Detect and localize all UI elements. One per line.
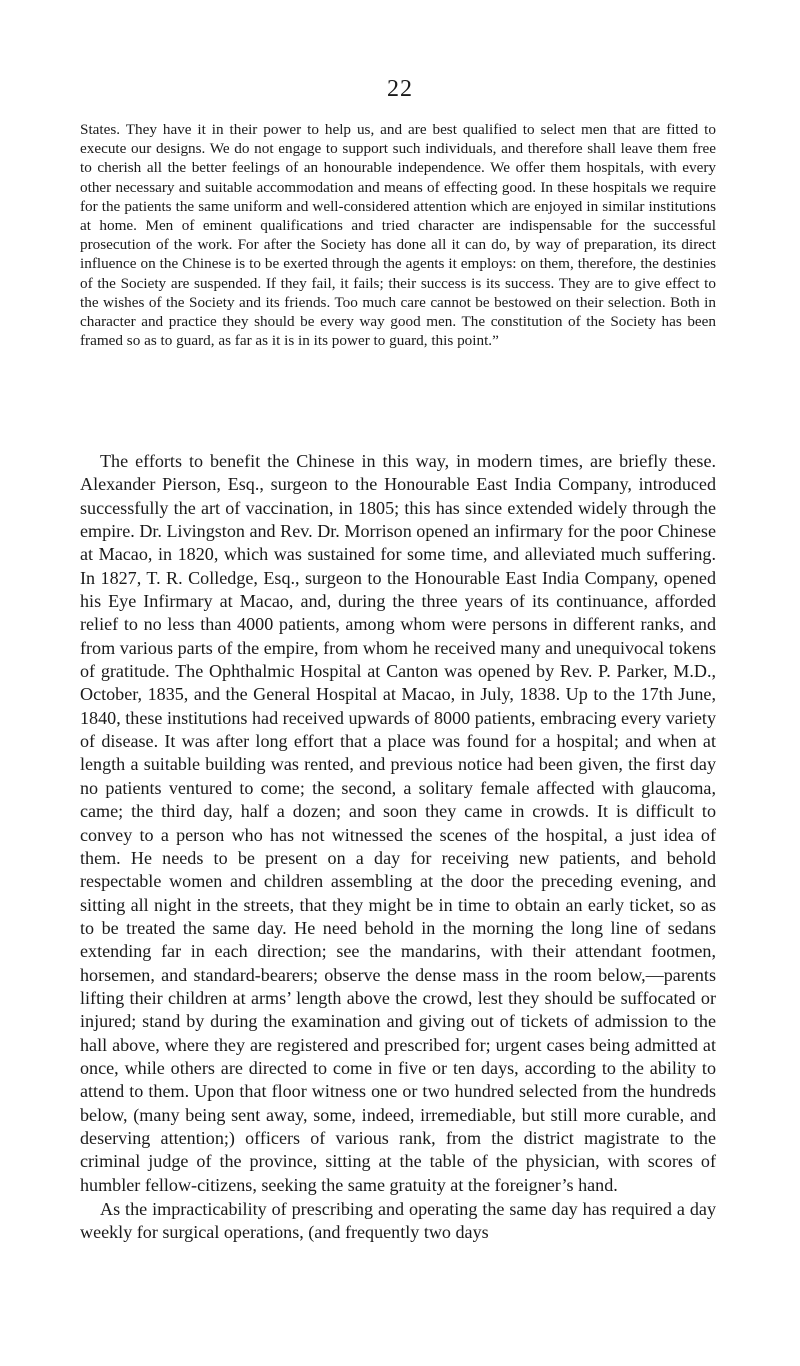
quoted-passage (80, 120, 716, 350)
page-number: 22 (387, 76, 413, 102)
quoted-paragraph: States. They have it in their power to help us, and are best qualified to select men that are fitted to execute our designs. We do not engage to support such individuals, and therefore shall leave them free to cherish all the better feelings of an honourable independence. We offer them hospitals, with every other necessary and suitable accommodation and means of effecting good. In these hospitals we require for the patients the same uniform and well-considered attention which are enjoyed in similar institutions at home. Men of eminent qualifications and tried character are indispensable for the successful prosecution of the work. For after the Society has done all it can do, by way of preparation, its direct influence on the Chinese is to be exerted through the agents it employs: on them, therefore, the destinies of the Society are suspended. If they fail, it fails; their success is its success. They are to give effect to the wishes of the Society and its friends. Too much care cannot be bestowed on their selection. Both in character and practice they should be every way good men. The constitution of the Society has been framed so as to guard, as far as it is in its power to guard, this point.” (80, 121, 716, 350)
paragraph-surgical-operations: As the impracticability of prescribing and operating the same day has required a day weekly for surgical operations, (and frequently two days (80, 1199, 716, 1243)
paragraph-history-of-efforts: The efforts to benefit the Chinese in this way, in modern times, are briefly these. Alexander Pierson, Esq., surgeon to the Honourable East India Company, introduced successfully the art of vaccination, in 1805; this has since extended widely through the empire. Dr. Livingston and Rev. Dr. Morrison opened an infirmary for the poor Chinese at Macao, in 1820, which was sustained for some time, and alleviated much suffering. In 1827, T. R. Colledge, Esq., surgeon to the Honourable East India Company, opened his Eye Infirmary at Macao, and, during the three years of its continuance, afforded relief to no less than 4000 patients, among whom were persons in different ranks, and from various parts of the empire, from whom he received many and unequivocal tokens of gratitude. The Ophthalmic Hospital at Canton was opened by Rev. P. Parker, M.D., October, 1835, and the General Hospital at Macao, in July, 1838. Up to the 17th June, 1840, these institutions had received upwards of 8000 patients, embracing every variety of disease. It was after long effort that a place was found for a hospital; and when at length a suitable building was rented, and previous notice had been given, the first day no patients ventured to come; the second, a solitary female affected with glaucoma, came; the third day, half a dozen; and soon they came in crowds. It is difficult to convey to a person who has not witnessed the scenes of the hospital, a just idea of them. He needs to be present on a day for receiving new patients, and behold respectable women and children assembling at the door the preceding evening, and sitting all night in the streets, that they might be in time to obtain an early ticket, so as to be treated the same day. He need behold in the morning the long line of sedans extending far in each direction; see the mandarins, with their attendant footmen, horsemen, and standard-bearers; observe the dense mass in the room below,—parents lifting their children at arms’ length above the crowd, lest they should be suffocated or injured; stand by during the examination and giving out of tickets of admission to the hall above, where they are registered and prescribed for; urgent cases being admitted at once, while others are directed to come in five or ten days, according to the ability to attend to them. Upon that floor witness one or two hundred selected from the hundreds below, (many being sent away, some, indeed, irremediable, but still more curable, and deserving attention;) officers of various rank, from the district magistrate to the criminal judge of the province, sitting at the table of the physician, with scores of humbler fellow-citizens, seeking the same gratuity at the foreigner’s hand. (80, 451, 716, 1195)
body-text (80, 450, 716, 1245)
